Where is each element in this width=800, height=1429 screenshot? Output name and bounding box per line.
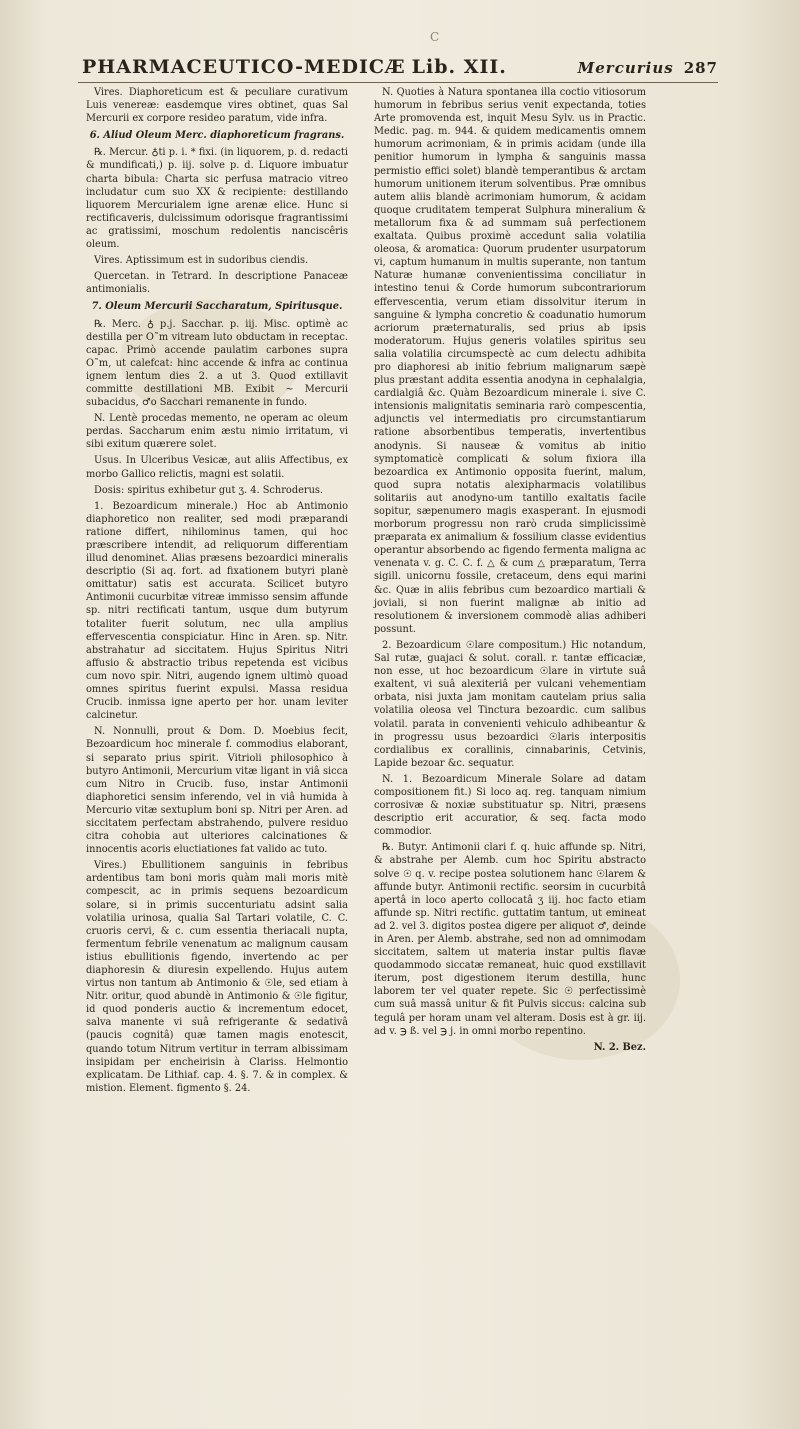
page-title: PHARMACEUTICO-MEDICÆ	[82, 56, 406, 78]
paragraph: 1. Bezoardicum minerale.) Hoc ab Antimonio diaphoretico non realiter, sed modi præparandi ratione differt, nihilominus tamen, qui hoc præscribere intendit, ad reliquorum differentiam illud denominet. Alias præsens bezoardici mineralis descriptio (Si aq. fort. ad fixationem butyri planè omittatur) satis est accurata. Scilicet butyro Antimonii cucurbitæ vitreæ immisso sensim affunde sp. nitri rectificati tantum, usque dum butyrum totaliter fuerit solutum, nec ulla amplius effervescentia conspiciatur. Hinc in Aren. sp. Nitr. abstrahatur ad siccitatem. Hujus Spiritus Nitri affusio & abstractio tribus repetenda est vicibus cum novo spir. Nitri, augendo ignem ultimò quoad omnes spiritus fuerint expulsi. Massa residua Crucib. inmissa igne aperto per hor. unam leviter calcinetur.	[86, 500, 348, 722]
paragraph: Vires.) Ebullitionem sanguinis in febribus ardentibus tam boni moris quàm mali moris mitè compescit, ac in primis sequens bezoardicum solare, si in primis succenturiatu adsint salia volatilia urinosa, qualia Sal Tartari volatile, C. C. cruoris cervi, & c. cum essentia theriacali nupta, fermentum febrile venenatum ac malignum causam istius ebullitionis figendo, invertendo ac per diaphoresin & diuresin expellendo. Hujus autem virtus non tantum ab Antimonio & ☉le, sed etiam à Nitr. oritur, quod abundè in Antimonio & ☉le figitur, id quod ponderis auctio & incrementum edocet, salva manente vi suâ refrigerante & sedativâ (paucis cognitâ) quæ tamen magis enotescit, quando totum Nitrum vertitur in terram albissimam insipidam per encheirisin à Clariss. Helmontio explicatam. De Lithiaf. cap. 4. §. 7. & in complex. & mistion. Element. figmento §. 24.	[86, 860, 348, 1094]
paragraph: N. Nonnulli, prout & Dom. D. Moebius fecit, Bezoardicum hoc minerale f. commodius elaborant, si separato prius spirit. Vitrioli philosophico à butyro Antimonii, Mercurium vitæ ligant in viâ sicca cum Nitro in Crucib. fuso, instar Antimonii diaphoretici sensim inferendo, vel in viâ humida à Mercurio vitæ sextuplum boni sp. Nitri per Aren. ad siccitatem perfectam abstrahendo, pulvere residuo citra cohobia aut ulteriores calcinationes & innocentis acoris eluctiationes fat valido ac tuto.	[86, 726, 348, 856]
catchword: N. 2. Bez.	[593, 1041, 646, 1053]
running-head	[82, 56, 718, 78]
left-column	[86, 86, 348, 1098]
paragraph: 2. Bezoardicum ☉lare compositum.) Hic notandum, Sal rutæ, guajaci & solut. corall. r. tantæ efficaciæ, non esse, ut hoc bezoardicum ☉lare in virtute suâ exaltent, vi suâ alexiteriâ per vulcani vehementiam orbata, nisi juxta jam monitam cautelam prius salia volatilia oleosa vel Tinctura bezoardic. cum salibus volatil. parata in convenienti vehiculo adhibeantur & in progressu usus bezoardici ☉laris interpositis cordialibus ex corallinis, cinnabarinis, Cetvinis, Lapide bezoar &c. sequatur.	[374, 639, 646, 769]
paragraph: N. 1. Bezoardicum Minerale Solare ad datam compositionem fit.) Si loco aq. reg. tanquam nimium corrosivæ & noxiæ substituatur sp. Nitri, præsens descriptio erit accuratior, & seq. facta modo commodior.	[374, 773, 646, 838]
paragraph: ℞. Merc. ♁ p.j. Sacchar. p. iij. Misc. optimè ac destilla per O˜m vitream luto obductam in receptac. capac. Primò accende paulatim carbones supra O˜m, ut calefcat: hinc accende & infra ac continua ignem lentum dies 2. a ut 3. Quod extillavit committe destillationi MB. Exibit ~ Mercurii subacidus, ♂o Sacchari remanente in fundo.	[86, 318, 348, 409]
header-rule	[78, 82, 718, 83]
signature-mark: C	[430, 30, 440, 44]
paragraph: N. Quoties à Natura spontanea illa coctio vitiosorum humorum in febribus serius venit expectanda, toties Arte promovenda est, inquit Mesu Sylv. us in Practic. Medic. pag. m. 944. & quidem medicamentis omnem humorum acrimoniam, & in primis acidam (unde illa penitior humorum in lympha & sanguinis massa permistio effici solet) blandè temperantibus & arctam humorum unitionem iterum solventibus. Præ omnibus autem aliis blandè acrimoniam humorum, & acidam quoque cruditatem temperat Sulphura mineralium & metallorum fixa & ad summam suâ perfectionem exaltata. Quibus proximè accedunt salia volatilia oleosa, & aromatica: Quorum prudenter usurpatorum vi, captum humanum in multis superante, non tantum Naturæ humanæ convenientissima conciliatur in intestino tenui & Corde humorum subcontrariorum effervescentia, verum etiam dissolvitur iterum in sanguine & lympha concretio & coadunatio humorum acriorum præternaturalis, sed prius ab ipsis moderatorum. Hujus generis volatiles spiritus seu salia volatilia circumspectè ac cum delectu adhibita pro diaphoresi ab initio febrium malignarum sæpè plus præstant addita essentia anodyna in cephalalgia, cardialgiâ &c. Quàm Bezoardicum minerale i. sive C. intensionis malignitatis seminaria rarò compescentia, adjunctis vel intermediatis pro circumstantiarum ratione absorbentibus temperatis, invertentibus anodynis. Si nauseæ & vomitus ab initio symptomaticè complicati & solum fixiora illa bezoardica ex Antimonio opposita fuerint, malum, quod supra notatis alexipharmacis volatilibus solitariis aut anodyno-um tantillo exaltatis facile sopitur, sæpenumero magis exasperant. In ejusmodi morborum progressu non rarò cruda simplicissimè præparata ex animalium & fossilium classe evidentius operantur absorbendo ac figendo fermenta maligna ac venenata v. g. C. C. f. △ & cum △ præparatum, Terra sigill. unicornu fossile, cretaceum, dens equi marini &c. Quæ in aliis febribus cum bezoardico martiali & joviali, si non fuerint malignæ ab initio ad resolutionem & inversionem commodè alias adhiberi possunt.	[374, 87, 646, 635]
paragraph: N. Lentè procedas memento, ne operam ac oleum perdas. Saccharum enim æstu nimio irritatum, vi sibi exitum quærere solet.	[86, 413, 348, 451]
right-column	[374, 86, 646, 1057]
paragraph: Vires. Diaphoreticum est & peculiare curativum Luis venereæ: easdemque vires obtinet, quas Sal Mercurii ex corpore resideo paratum, vide infra.	[86, 87, 348, 125]
paragraph: Vires. Aptissimum est in sudoribus ciendis.	[94, 255, 309, 267]
paragraph: Dosis: spiritus exhibetur gut ʒ. 4. Schroderus.	[94, 484, 324, 496]
section-heading: 6. Aliud Oleum Merc. diaphoreticum fragrans.	[89, 130, 345, 142]
paragraph: Usus. In Ulceribus Vesicæ, aut aliis Affectibus, ex morbo Gallico relictis, magni est solatii.	[86, 455, 348, 480]
paragraph: ℞. Mercur. ♁ti p. i. * fixi. (in liquorem, p. d. redacti & mundificati,) p. iij. solve p. d. Liquore imbuatur charta bibula: Charta sic perfusa matracio vitreo includatur cum suo XX & recipiente: destillando liquorem Mercurialem igne arenæ elice. Hunc si rectificaveris, dulcissimum odorisque fragrantissimi ac gratissimi, moschum redolentis nanciscêris oleum.	[86, 147, 348, 251]
paragraph: ℞. Butyr. Antimonii clari f. q. huic affunde sp. Nitri, & abstrahe per Alemb. cum hoc Spiritu abstracto solve ☉ q. v. recipe postea solutionem hanc ☉larem & affunde butyr. Antimonii rectific. seorsim in cucurbitâ apertâ in loco aperto collocatâ ʒ iij. hoc facto etiam affunde sp. Nitri rectific. guttatim tantum, ut emineat ad 2. vel 3. digitos postea digere per aliquot ♂, deinde in Aren. per Alemb. abstrahe, sed non ad omnimodam siccitatem, saltem ut materia instar pultis flavæ quodammodo siccatæ remaneat, huic quod exstillavit iterum, post digestionem iterum destilla, hunc laborem ter vel quater repete. Sic ☉ perfectissimè cum suâ massâ unitur & fit Pulvis siccus: calcina sub tegulâ per horam unam vel alteram. Dosis est à gr. iij. ad v. ℈ ß. vel ℈ j. in omni morbo repentino.	[374, 842, 646, 1037]
running-topic: Mercurius	[577, 59, 674, 77]
paragraph: Quercetan. in Tetrard. In descriptione Panaceæ antimonialis.	[86, 271, 348, 296]
section-heading: 7. Oleum Mercurii Saccharatum, Spiritusque.	[91, 301, 343, 313]
book-number: Lib. XII.	[411, 56, 507, 78]
page-number: 287	[683, 59, 718, 77]
